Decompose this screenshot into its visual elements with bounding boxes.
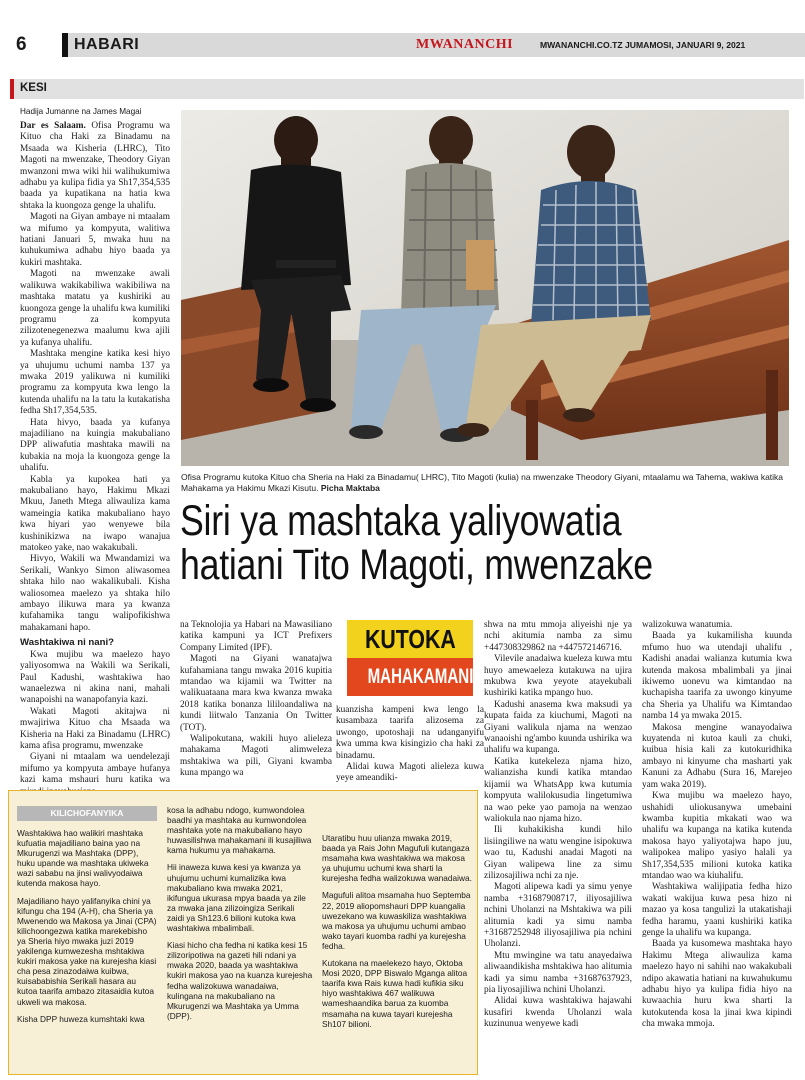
col1-paragraph: Kwa mujibu wa maelezo hayo yaliyosomwa na Wakili wa Serikali, Paul Kadushi, washtakiwa hao wanaelezwa ni akina nani, mahali wanapoishi na wanapofanyia kazi. (20, 649, 170, 706)
headline-line-1: Siri ya mashtaka yaliyowatia (180, 498, 622, 545)
caption-text: Ofisa Programu kutoka Kituo cha Sheria na Haki za Binadamu( LHRC), Tito Magoti (kulia) na mwenzake Theodory Giyani, mtaalamu wa Tahema, wakiwa katika Mahakama ya Hakimu Mkazi Kisutu. (181, 472, 784, 493)
col1-paragraph: Kabla ya kupokea hati ya makubaliano hayo, Hakimu Mkazi Mkuu, Janeth Mtega aliwauliza kama wameingia katika makubaliano hayo kwa hiyari yao wenyewe bila kushinikizwa na iwapo wanajua matokeo yake, nao wakakubali. (20, 474, 170, 554)
badge-top-label: KUTOKA (364, 624, 456, 654)
box-paragraph: Utaratibu huu ulianza mwaka 2019, baada ya Rais John Magufuli kutangaza msamaha kwa washtakiwa wa makosa ya uhujumu uchumi kwa sharti la kurejesha fedha walizokuwa wanadaiwa. (322, 833, 472, 884)
col4-paragraph: shwa na mtu mmoja aliyeishi nje ya nchi akitumia namba za simu +447308329862 na +447572146716. (484, 620, 632, 653)
photo-caption (181, 472, 793, 494)
box-paragraph: kosa la adhabu ndogo, kumwondolea baadhi ya mashtaka au kumwondolea mashtaka yote na makubaliano hayo huwasilishwa mahakamani ili kusajiliwa kama hukumu ya mahakama. (167, 805, 312, 856)
col4-paragraph: Vilevile anadaiwa kueleza kuwa mtu huyo amewaeleza kutakuwa na ujira mkubwa kwa yeyote atayekubali kushiriki katika mpango huo. (484, 654, 632, 699)
col1-paragraph: Hata hivyo, baada ya kufanya majadiliano na kuingia makubaliano DPP aliwafutia mashtaka mawili na kubakia na moja la kuongoza genge la uhalifu. (20, 417, 170, 474)
badge-bottom (347, 658, 473, 696)
col5-paragraph: Baada ya kusomewa mashtaka hayo Hakimu Mtega aliwauliza kama maelezo hayo ni sahihi nao wakakubali ndipo akawatia hatiani na kuwahukumu adhabu hiyo ya kulipa fidia hiyo na kuwaachia huru kwa sharti la kutokutenda kosa la jinai kwa kipindi cha mwaka mmoja. (642, 939, 792, 1030)
box-paragraph: Washtakiwa hao walikiri mashtaka kufuatia majadiliano baina yao na Mkurugenzi wa Mashtaka (DPP), huku upande wa mashtaka ukiweka wazi sababu na jinsi walivyodaiwa kutenda makosa hayo. (17, 828, 149, 889)
section-badge (347, 620, 473, 696)
col2-paragraph: Magoti na Giyani wanatajwa kufahamiana tangu mwaka 2016 kupitia mtandao wa kijamii wa Twitter na walikuataana mara kwa kwanza mwaka 2018 katika bonanza lililoandaliwa na kundi liitwalo Tanzania On Twitter (TOT). (180, 654, 332, 733)
column-3 (336, 705, 484, 784)
byline: Hadija Jumanne na James Magai (20, 107, 142, 116)
header-black-block (62, 33, 68, 57)
col1-paragraph: Magoti na Giyan ambaye ni mtaalam wa mifumo ya kompyuta, walitiwa hatiani Januari 5, mwaka huu na kuhukumiwa adhabu hiyo baada ya kukiri mashtaka. (20, 212, 170, 268)
col3-paragraph: Alidai kuwa Magoti alieleza kuwa yeye ameandiki- (336, 762, 484, 784)
dateline: Dar es Salaam. (20, 121, 86, 131)
col1-paragraph: Mashtaka mengine katika kesi hiyo ya uhujumu uchumi namba 137 ya mwaka 2019 yalikuwa ni kumiliki programu za kompyuta kwa lengo la kutenda uhalifu na la tatu la kutakatisha fedha Sh17,354,535. (20, 349, 170, 417)
col5-paragraph: walizokuwa wanatumia. (642, 620, 733, 630)
headline (180, 500, 697, 588)
box-paragraph: Kisha DPP huweza kumshtaki kwa (17, 1013, 145, 1024)
column-4 (484, 620, 632, 1075)
col1-paragraph: Hivyo, Wakili wa Mwandamizi wa Serikali, Wankyo Simon aliwasomea shtaka hilo nao wakalikubali. Kisha waliosomea maelezo ya shtaka hilo ambayo ilikuwa mara ya kwanza kufahamika tangu walipofikishwa mahakamani hapo. (20, 554, 170, 633)
col2-paragraph: Walipokutana, wakili huyo alieleza mahakama Magoti alimweleza mshtakiwa wa pili, Giyani kwamba kuna mpango wa (180, 734, 332, 779)
col5-paragraph: Washtakiwa walijipatia fedha hizo wakati wakijua kuwa pesa hizo ni mazao ya kosa tangulizi la utakatishaji fedha haramu, yaani kushiriki katika genge la uhalifu wa kupanga. (642, 882, 792, 938)
col5-paragraph: Kwa mujibu wa maelezo hayo, ushahidi uliokusanywa umebaini kwamba kupitia mkakati wao wa uhalifu wa kupanga na katika kutenda makosa hayo yaliyotajwa hapo juu, walipokea malipo yasiyo halali ya Sh17,354,535 milioni kutoka katika mtandao wao wa kiuhalifu. (642, 791, 792, 881)
box-paragraph: Majadiliano hayo yalifanyika chini ya kifungu cha 194 (A-H), cha Sheria ya Mwenendo wa Makosa ya Jinai (CPA) kilichoongezwa katika marekebisho ya Sheria hiyo mwaka juzi 2019 yakilenga kumwezesha mshtakiwa kukiri makosa yake na kurejesha kiasi cha pesa zinazodaiwa kuibwa, kuisababishia Serikali hasara au kutoa taarifa ambazo zitasaidia kutoa ukweli wa makosa. (17, 895, 157, 1007)
brand-logo: MWANANCHI (416, 37, 514, 52)
col4-paragraph: Kadushi anasema kwa maksudi ya kupata faida za kiuchumi, Magoti na Giyani walikula njama na wenzao wanaoishi ng'ambo kuunda ushirika wa uhalifu wa kupanga. (484, 699, 632, 756)
kicker-bar (10, 79, 804, 99)
col1-paragraph: Giyani ni mtaalam wa uendelezaji mifumo ya kompyuta ambaye hufanya kazi kama mshauri huru katika wa (20, 752, 170, 786)
col1-paragraph: Magoti na mwenzake awali walikuwa wakikabiliwa wakibiliwa na mashtaka matatu ya kushiriki au kuongoza genge la uhalifu kwa kumiliki programu za kompyuta zilizotenegenezwa maalumu kwa ajili ya kufanya uhalifu. (20, 269, 171, 348)
box-paragraph: Kiasi hicho cha fedha ni katika kesi 15 zilizoripotiwa na gazeti hili ndani ya mwaka 2020, baada ya washtakiwa kukiri makosa yao na kuanza kurejesha fedha walizokuwa wanadaiwa, kulingana na makubaliano na Mkurugenzi wa Mashtaka ya Umma (DPP). (167, 940, 313, 1021)
col4-paragraph: Mtu mwingine wa tatu anayedaiwa aliwaandikisha mshtakiwa hao alitumia kadi ya simu namba +31687637923, pia liyosajiliwa nchini Uholanzi. (484, 950, 632, 995)
col4-paragraph: Ili kuhakikisha kundi hilo lisiingiliwe na watu wengine isipokuwa wao tu, Kadushi anadai Magoti na Giyan walipewa line za simu zilizosajiliwa nchi za nje. (484, 825, 632, 881)
section-label: HABARI (74, 36, 140, 53)
info-box-col-1 (17, 828, 157, 1072)
page-header (0, 0, 805, 60)
court-photo (181, 110, 789, 466)
badge-bottom-label: MAHAKAMANI (367, 665, 474, 688)
info-box-title: KILICHOFANYIKA (17, 806, 157, 821)
kicker-red-mark (10, 79, 14, 99)
court-photo-illustration (181, 110, 789, 466)
info-box (8, 790, 478, 1075)
badge-top (347, 620, 473, 658)
caption-credit: Picha Maktaba (320, 483, 380, 493)
headline-line-2: hatiani Tito Magoti, mwenzake (180, 542, 653, 589)
box-paragraph: Kutokana na maelekezo hayo, Oktoba Mosi 2020, DPP Biswalo Mganga alitoa taarifa kwa Rais kuwa hadi kufikia siku hiyo washtakiwa 467 walikuwa wameshaandika barua za kuomba msamaha na kuwa tayari kurejesha Sh107 bilioni. (322, 958, 468, 1029)
col1-paragraph (20, 121, 170, 212)
box-paragraph: Hii inaweza kuwa kesi ya kwanza ya uhujumu uchumi kumalizika kwa makubaliano kwa mwaka 2021, ikifungua ukurasa mpya baada ya zile za mwaka jana zilizoingiza Serikali zaidi ya Sh123.6 bilioni kutoka kwa washtakiwa mbalimbali. (167, 862, 306, 934)
info-box-col-3 (322, 833, 472, 1073)
col1-subheading: Washtakiwa ni nani? (20, 637, 114, 649)
box-paragraph: Magufuli alitoa msamaha huo Septemba 22, 2019 aliopomshauri DPP kuangalia uwezekano wa kuwaskiliza washtakiwa wa makosa ya uhujumu uchumi ambao wako tayari kuomba radhi ya kurejesha fedha. (322, 890, 471, 951)
site-date: MWANANCHI.CO.TZ JUMAMOSI, JANUARI 9, 2021 (540, 40, 746, 50)
col5-paragraph: Makosa mengine wanayodaiwa kuyatenda ni kutoa kauli za chuki, kuibua hisia kali za kutokuridhika ambayo ni kinyume cha masharti yak Kanuni za Adhabu (Sura 16, Marejeo yam waka 2019). (642, 722, 792, 790)
info-box-col-2 (167, 805, 313, 1072)
page-number: 6 (16, 34, 27, 55)
col5-paragraph: Baada ya kukamilisha kuunda mfumo huo wa utendaji uhalifu , Kadishi anadai walianza kutumia kwa kutenda makosa mbalimbali ya jinai ikiwemo uonevu wa kimtandao na kuchapisha taarifa za uwongo kinyume cha Sheria ya Uhalifu wa Kimtandao namba 14 ya mwaka 2015. (642, 631, 792, 722)
kicker-label: KESI (20, 82, 47, 94)
col2-paragraph: na Teknolojia ya Habari na Mawasiliano katika kampuni ya ICT Prefixers Company Limited (IPF). (180, 620, 332, 653)
col4-paragraph: Katika kutekeleza njama hizo, walianzisha kundi katika mtandao kijamii wa WhatsApp kwa kutumia kompyuta walilokusudia lingetumiwa na wao peke yao pamoja na wenzao waliokula nao njama hizo. (484, 756, 632, 824)
column-1 (20, 121, 171, 786)
col1-lead-text: Ofisa Programu wa Kituo cha Haki za Binadamu na Msaada wa Kisheria (LHRC), Tito Magoti na mwenzake, Theodory Giyan mwanzoni mwa wiki hii walihukumiwa adhabu ya kulipa fidia ya Sh17,354,535 baada ya kupatikana na hatia kwa shtaka la kuongoza genge la uhalifu. (20, 121, 170, 211)
col1-paragraph: Wakati Magoti akitajwa ni mwajiriwa Kituo cha Msaada wa Kisheria na Haki za Binadamu (LHRC) kama afisa programu, mwenzake (20, 706, 170, 751)
column-2 (180, 620, 332, 779)
column-5 (642, 620, 792, 1075)
col4-paragraph: Magoti alipewa kadi ya simu yenye namba +31687908717, iliyosajiliwa nchini Uholanzi na Mshtakiwa wa pili alitumia kadi ya simu namba +31687252948 iliyosajiliwa pia nchini Uholanzi. (484, 882, 632, 950)
col3-paragraph: kuanzisha kampeni kwa lengo la kusambaza taarifa alizosema za uwongo, upotoshaji na udanganyifu kwa umma kwa kisingizio cha haki za binadamu. (336, 705, 484, 761)
col4-paragraph: Alidai kuwa washtakiwa hajawahi kusafiri kwenda Uholanzi wala kuzinunua wenyewe kadi (484, 996, 632, 1030)
